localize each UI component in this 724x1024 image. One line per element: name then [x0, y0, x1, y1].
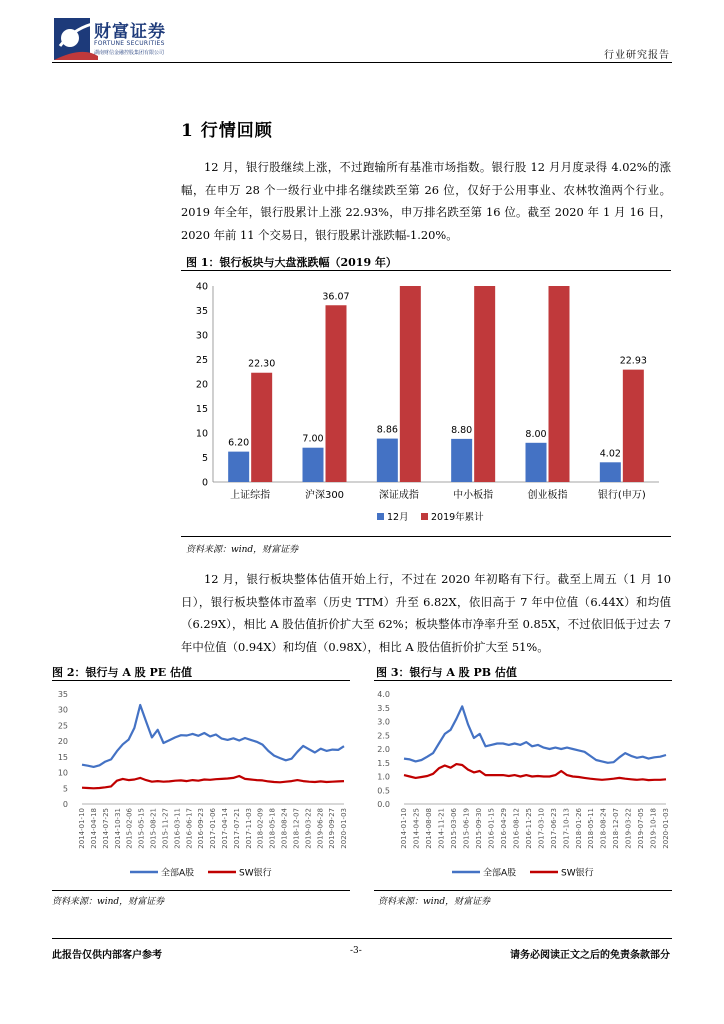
legend-label: SW银行 — [239, 868, 272, 879]
bar-ytd — [474, 286, 495, 482]
paragraph-2-text: 12 月，银行板块整体估值开始上行，不过在 2020 年初略有下行。截至上周五（1 月 10 日），银行板块整体市盈率（历史 TTM）升至 6.82X，依旧高于 7 年中位值（6.44X）和均值（6.29X），相比 A 股估值折价扩大至 62%；板块整体市净率升至 0.85X，不过依旧低于过去 7 年中位值（0.94X）和均值（0.98X），相比 A 股估值折价扩大至 51%。 — [181, 572, 671, 654]
category-label: 沪深300 — [304, 490, 345, 501]
y-tick-label: 3.5 — [377, 703, 390, 713]
y-tick-label: 1.0 — [377, 772, 390, 782]
bar-december — [377, 439, 398, 482]
footer-disclaimer: 请务必阅读正文之后的免责条款部分 — [510, 950, 670, 961]
y-tick-label: 0 — [201, 477, 208, 489]
x-tick-label: 2020-01-03 — [340, 808, 349, 849]
bar-ytd — [326, 305, 347, 482]
x-tick-label: 2017-04-14 — [221, 808, 230, 849]
x-tick-label: 2015-08-21 — [149, 808, 158, 849]
figure-2-source: 资料来源：wind，财富证券 — [52, 897, 165, 907]
bar-december — [303, 448, 324, 482]
section-title: 1 行情回顾 — [181, 121, 273, 141]
data-label: 22.93 — [619, 355, 647, 367]
y-tick-label: 0 — [62, 800, 68, 809]
report-type: 行业研究报告 — [604, 50, 670, 61]
x-tick-label: 2015-09-30 — [474, 808, 483, 849]
figure-1-title: 图 1：银行板块与大盘涨跌幅（2019 年） — [186, 256, 397, 269]
data-label: 36.07 — [322, 291, 350, 303]
x-tick-label: 2014-07-25 — [101, 808, 110, 849]
y-tick-label: 35 — [195, 306, 208, 317]
category-label: 中小板指 — [453, 490, 494, 501]
x-tick-label: 2018-01-26 — [574, 808, 583, 849]
y-tick-label: 3.0 — [377, 717, 390, 727]
series-line-sw-bank — [404, 764, 666, 780]
x-tick-label: 2015-11-27 — [161, 808, 170, 849]
figure-3-source: 资料来源：wind，财富证券 — [378, 897, 491, 907]
data-label: 6.20 — [228, 437, 250, 449]
footer-rule — [52, 938, 672, 939]
y-tick-label: 30 — [57, 705, 68, 715]
x-tick-label: 2016-11-25 — [524, 808, 533, 849]
y-tick-label: 4.0 — [377, 690, 390, 699]
legend-label: SW银行 — [561, 868, 594, 879]
paragraph-1 — [181, 156, 671, 246]
x-tick-label: 2018-08-24 — [280, 808, 289, 849]
x-tick-label: 2019-06-28 — [316, 808, 325, 849]
y-tick-label: 40 — [195, 281, 208, 293]
category-label: 银行(申万) — [597, 490, 646, 501]
figure-3-title: 图 3：银行与 A 股 PB 估值 — [376, 666, 517, 679]
x-tick-label: 2016-08-12 — [512, 808, 521, 849]
legend-swatch-ytd — [421, 513, 428, 520]
figure-2-bottom-rule — [52, 890, 350, 891]
x-tick-label: 2016-06-17 — [185, 808, 194, 849]
y-tick-label: 20 — [195, 379, 208, 391]
x-tick-label: 2017-03-10 — [537, 808, 546, 849]
data-label: 4.02 — [599, 448, 621, 460]
y-tick-label: 10 — [195, 428, 208, 440]
y-tick-label: 10 — [57, 768, 68, 778]
y-tick-label: 2.5 — [377, 731, 390, 741]
x-tick-label: 2016-01-15 — [487, 808, 496, 849]
page-number: -3- — [350, 946, 362, 956]
footer-notice: 此报告仅供内部客户参考 — [52, 950, 162, 961]
bar-ytd — [623, 370, 644, 482]
x-tick-label: 2017-11-03 — [244, 808, 253, 849]
x-tick-label: 2018-02-09 — [256, 808, 265, 849]
x-tick-label: 2014-01-10 — [400, 808, 409, 849]
data-label: 8.86 — [376, 424, 398, 436]
x-tick-label: 2019-03-22 — [624, 808, 633, 849]
y-tick-label: 0.5 — [377, 786, 390, 796]
y-tick-label: 5 — [62, 784, 68, 794]
series-line-a-share — [404, 706, 666, 762]
bar-ytd — [549, 286, 570, 482]
y-tick-label: 1.5 — [377, 758, 390, 768]
data-label: 7.00 — [302, 433, 324, 445]
x-tick-label: 2018-05-11 — [587, 808, 596, 849]
x-tick-label: 2014-08-08 — [425, 808, 434, 849]
x-tick-label: 2019-10-18 — [649, 808, 658, 849]
x-tick-label: 2015-06-19 — [462, 808, 471, 849]
bar-december — [526, 443, 547, 482]
x-tick-label: 2015-03-06 — [450, 808, 459, 849]
brand-name: 财富证券 — [94, 22, 166, 42]
x-tick-label: 2014-04-18 — [90, 808, 99, 849]
figure-2-title: 图 2：银行与 A 股 PE 估值 — [52, 666, 192, 679]
brand-name-en: FORTUNE SECURITIES — [94, 40, 165, 47]
figure-1-bar-chart — [181, 272, 671, 534]
x-tick-label: 2014-11-21 — [437, 808, 446, 849]
bar-december — [228, 452, 249, 482]
legend-swatch-december — [377, 513, 384, 520]
series-line-sw-bank — [82, 776, 344, 788]
y-tick-label: 5 — [201, 453, 208, 464]
x-tick-label: 2019-09-27 — [328, 808, 337, 849]
y-tick-label: 2.0 — [377, 745, 390, 754]
figure-3-bottom-rule — [374, 890, 672, 891]
legend-label: 全部A股 — [161, 868, 195, 879]
header-rule — [52, 62, 672, 63]
paragraph-2 — [181, 568, 671, 658]
data-label: 22.30 — [248, 358, 276, 370]
legend-label: 2019年累计 — [431, 512, 484, 523]
data-label: 8.00 — [525, 428, 547, 440]
x-tick-label: 2016-04-29 — [499, 808, 508, 849]
x-tick-label: 2018-05-18 — [268, 808, 277, 849]
x-tick-label: 2015-02-06 — [125, 808, 134, 849]
x-tick-label: 2016-09-23 — [197, 808, 206, 849]
x-tick-label: 2014-01-10 — [78, 808, 87, 849]
x-tick-label: 2017-07-21 — [232, 808, 241, 849]
category-label: 创业板指 — [527, 490, 568, 501]
y-tick-label: 15 — [57, 752, 68, 762]
x-tick-label: 2018-08-24 — [599, 808, 608, 849]
figure-1-rule — [181, 270, 671, 271]
x-tick-label: 2017-10-13 — [562, 808, 571, 849]
data-label: 8.80 — [451, 424, 473, 436]
legend-label: 全部A股 — [483, 868, 517, 879]
figure-2-pe-chart — [52, 684, 350, 888]
x-tick-label: 2018-12-07 — [292, 808, 301, 849]
y-tick-label: 15 — [195, 404, 208, 415]
x-tick-label: 2017-01-06 — [209, 808, 218, 849]
y-tick-label: 20 — [57, 737, 68, 747]
x-tick-label: 2014-04-25 — [412, 808, 421, 849]
category-label: 深证成指 — [378, 490, 419, 501]
brand-subtitle: 湖南财信金融控股集团有限公司 — [94, 50, 165, 56]
x-tick-label: 2015-05-15 — [137, 808, 146, 849]
x-tick-label: 2020-01-03 — [662, 808, 671, 849]
bar-ytd — [400, 286, 421, 482]
series-line-a-share — [82, 705, 344, 767]
legend-label: 12月 — [387, 512, 409, 523]
y-tick-label: 0.0 — [377, 800, 390, 809]
x-tick-label: 2016-03-11 — [173, 808, 182, 849]
paragraph-1-text: 12 月，银行股继续上涨，不过跑输所有基准市场指数。银行股 12 月月度录得 4.02%的涨幅，在申万 28 个一级行业中排名继续跌至第 26 位，仅好于公用事业、农林牧渔两个行业。2019 年全年，银行股累计上涨 22.93%，申万排名跌至第 16 位。截至 2020 年 1 月 16 日，2020 年前 11 个交易日，银行股累计涨跌幅-1.20%。 — [181, 160, 671, 242]
bar-december — [600, 462, 621, 482]
y-tick-label: 35 — [57, 690, 68, 699]
bar-ytd — [251, 373, 272, 482]
figure-2-rule — [52, 680, 350, 681]
y-tick-label: 25 — [195, 355, 208, 366]
x-tick-label: 2019-07-05 — [637, 808, 646, 849]
bar-december — [451, 439, 472, 482]
x-tick-label: 2014-10-31 — [113, 808, 122, 849]
figure-3-rule — [374, 680, 672, 681]
y-tick-label: 30 — [195, 330, 208, 342]
figure-1-source: 资料来源：wind，财富证券 — [186, 545, 299, 555]
figure-3-pb-chart — [374, 684, 672, 888]
x-tick-label: 2018-12-07 — [612, 808, 621, 849]
figure-1-bottom-rule — [181, 536, 671, 537]
x-tick-label: 2019-03-22 — [304, 808, 313, 849]
y-tick-label: 25 — [57, 721, 68, 731]
x-tick-label: 2017-06-23 — [549, 808, 558, 849]
category-label: 上证综指 — [230, 490, 271, 501]
